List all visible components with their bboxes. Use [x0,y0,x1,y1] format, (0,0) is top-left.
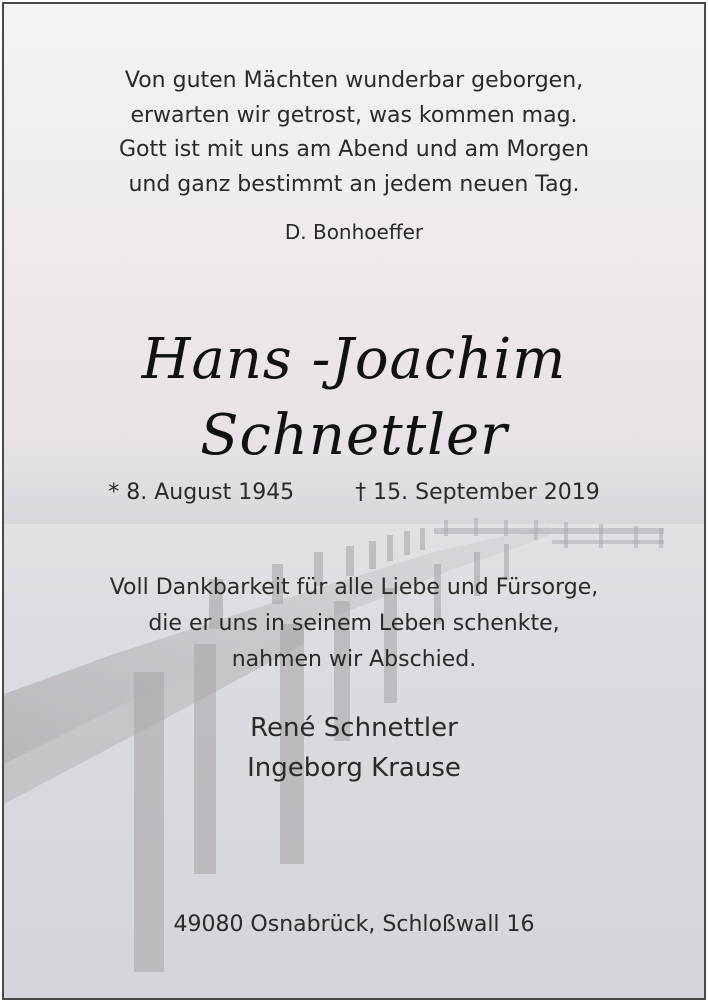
message-line: nahmen wir Abschied. [231,647,477,672]
poem-verse [4,64,704,202]
deceased-first-name: Hans -Joachim [141,327,567,392]
obituary-card [2,2,706,1000]
poem-author: D. Bonhoeffer [284,220,424,244]
message-line: Voll Dankbarkeit für alle Liebe und Fürsorge, [109,575,599,600]
life-dates [4,480,704,505]
gratitude-message [4,570,704,678]
deceased-last-name: Schnettler [200,403,508,468]
birth-date: * 8. August 1945 [108,480,295,505]
mourner-name: René Schnettler [250,713,458,743]
poem-line: Von guten Mächten wunderbar geborgen, [124,68,584,93]
death-date: † 15. September 2019 [355,480,600,505]
mourner-name: Ingeborg Krause [247,753,461,783]
deceased-name [4,322,704,474]
poem-line: und ganz bestimmt an jedem neuen Tag. [128,171,580,197]
message-line: die er uns in seinem Leben schenkte, [148,611,560,636]
address: 49080 Osnabrück, Schloßwall 16 [173,912,535,937]
mourners-list [4,708,704,788]
poem-line: erwarten wir getrost, was kommen mag. [130,102,578,128]
poem-line: Gott ist mit uns am Abend und am Morgen [118,137,590,162]
